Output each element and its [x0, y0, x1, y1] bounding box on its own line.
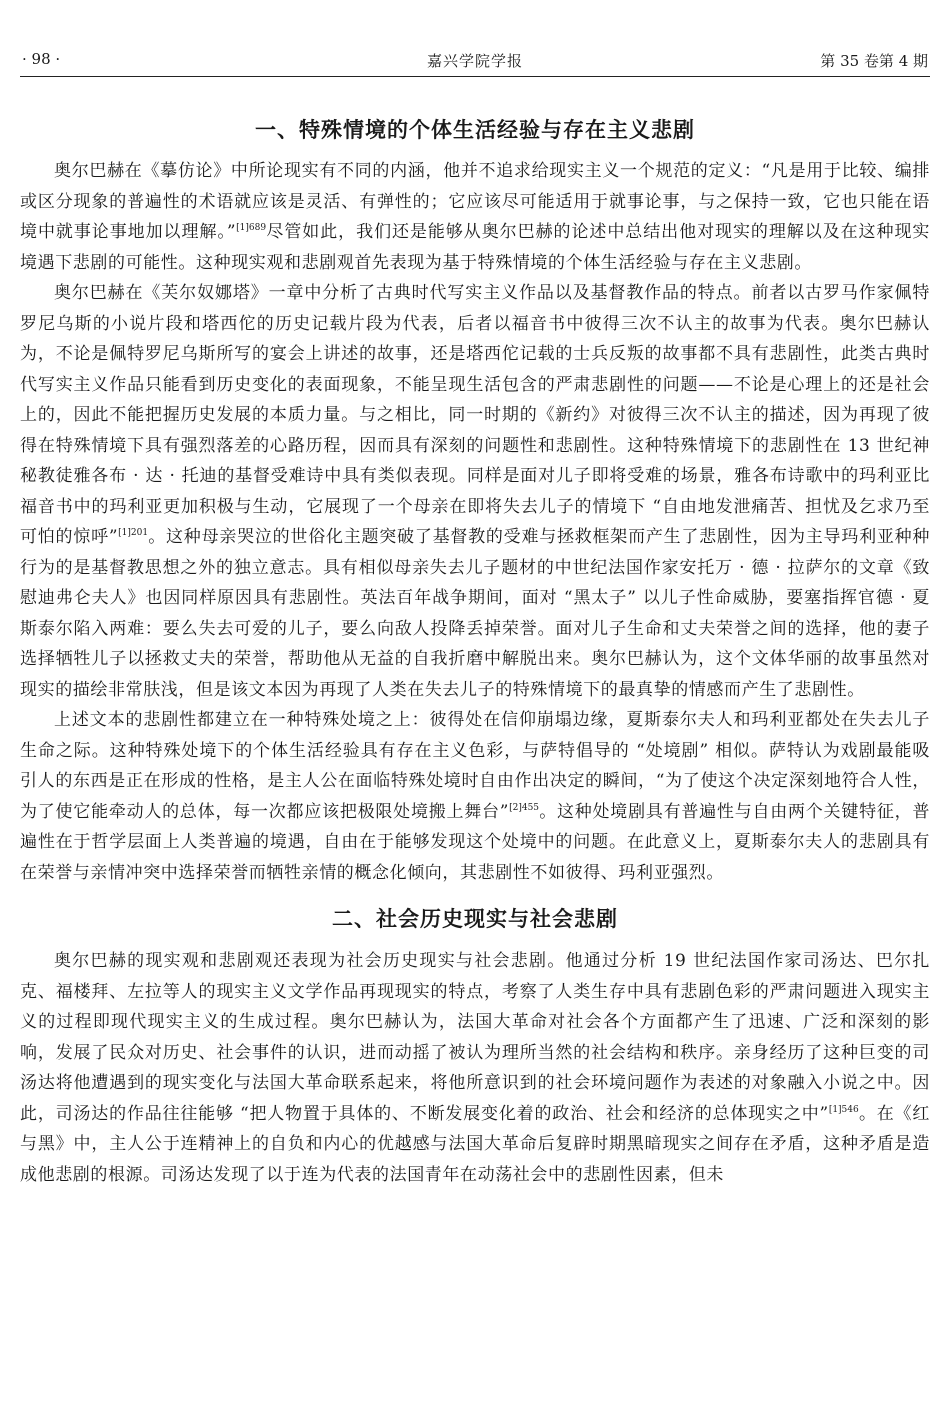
citation: [2]455: [509, 802, 540, 813]
volume-issue: 第 35 卷第 4 期: [820, 52, 928, 70]
citation: [1]546: [828, 1104, 859, 1115]
section-2: [20, 892, 930, 1190]
paragraph-text: 。这种处境剧具有普遍性与自由两个关键特征，普遍性在于哲学层面上人类普遍的境遇，自由在于能够发现这个处境中的问题。在此意义上，夏斯泰尔夫人的悲剧具有在荣誉与亲情冲突中选择荣誉而牺牲亲情的概念化倾向，其悲剧性不如彼得、玛利亚强烈。: [20, 801, 930, 883]
section-heading: 二、社会历史现实与社会悲剧: [332, 907, 618, 931]
paragraph-text: 奥尔巴赫的现实观和悲剧观还表现为社会历史现实与社会悲剧。他通过分析 19 世纪法国作家司汤达、巴尔扎克、福楼拜、左拉等人的现实主义文学作品再现现实的特点，考察了人类生存中具有悲剧色彩的严肃问题进入现实主义的过程即现代现实主义的生成过程。奥尔巴赫认为，法国大革命对社会各个方面都产生了迅速、广泛和深刻的影响，发展了民众对历史、社会事件的认识，进而动摇了被认为理所当然的社会结构和秩序。亲身经历了这种巨变的司汤达将他遭遇到的现实变化与法国大革命联系起来，将他所意识到的社会环境问题作为表述的对象融入小说之中。因此，司汤达的作品往往能够 “把人物置于具体的、不断发展变化着的政治、社会和经济的总体现实之中”: [20, 951, 930, 1124]
paragraph: [20, 705, 930, 888]
citation: [1]689: [236, 223, 267, 233]
running-header: [20, 46, 930, 77]
section-heading: 一、特殊情境的个体生活经验与存在主义悲剧: [255, 118, 695, 142]
citation: [1]201: [118, 528, 149, 538]
page-number: · 98 ·: [22, 50, 61, 68]
section-1: [20, 110, 930, 888]
paragraph-text: 奥尔巴赫在《摹仿论》中所论现实有不同的内涵，他并不追求给现实主义一个规范的定义：“凡是用于比较、编排或区分现象的普遍性的术语就应该是灵活、有弹性的；它应该尽可能适用于就事论事，与之保持一致，它也只能在语境中就事论事地加以理解。”: [20, 161, 930, 242]
paragraph-text: 尽管如此，我们还是能够从奥尔巴赫的论述中总结出他对现实的理解以及在这种现实境遇下悲剧的可能性。这种现实观和悲剧观首先表现为基于特殊情境的个体生活经验与存在主义悲剧。: [20, 222, 930, 273]
article-body: [20, 110, 930, 1190]
paragraph: [20, 278, 930, 705]
paragraph: [20, 156, 930, 278]
paragraph-text: 奥尔巴赫在《芙尔奴娜塔》一章中分析了古典时代写实主义作品以及基督教作品的特点。前者以古罗马作家佩特罗尼乌斯的小说片段和塔西佗的历史记载片段为代表，后者以福音书中彼得三次不认主的故事为代表。奥尔巴赫认为，不论是佩特罗尼乌斯所写的宴会上讲述的故事，还是塔西佗记载的士兵反叛的故事都不具有悲剧性，此类古典时代写实主义作品只能看到历史变化的表面现象，不能呈现生活包含的严肃悲剧性的问题——不论是心理上的还是社会上的，因此不能把握历史发展的本质力量。与之相比，同一时期的《新约》对彼得三次不认主的描述，因为再现了彼得在特殊情境下具有强烈落差的心路历程，因而具有深刻的问题性和悲剧性。这种特殊情境下的悲剧性在 13 世纪神秘教徒雅各布 · 达 · 托迪的基督受难诗中具有类似表现。同样是面对儿子即将受难的场景，雅各布诗歌中的玛利亚比福音书中的玛利亚更加积极与生动，它展现了一个母亲在即将失去儿子的情境下 “自由地发泄痛苦、担忧及乞求乃至可怕的惊呼”: [20, 283, 930, 547]
paragraph-text: 。这种母亲哭泣的世俗化主题突破了基督教的受难与拯救框架而产生了悲剧性，因为主导玛利亚种种行为的是基督教思想之外的独立意志。具有相似母亲失去儿子题材的中世纪法国作家安托万 · 德 · 拉萨尔的文章《致慰迪弗仑夫人》也因同样原因具有悲剧性。英法百年战争期间，面对 “黑太子” 以儿子性命威胁，要塞指挥官德 · 夏斯泰尔陷入两难：要么失去可爱的儿子，要么向敌人投降丢掉荣誉。面对儿子生命和丈夫荣誉之间的选择，他的妻子选择牺牲儿子以拯救丈夫的荣誉，帮助他从无益的自我折磨中解脱出来。奥尔巴赫认为，这个文体华丽的故事虽然对现实的描绘非常肤浅，但是该文本因为再现了人类在失去儿子的特殊情境下的最真挚的情感而产生了悲剧性。: [20, 527, 930, 700]
paragraph-text: 。在《红与黑》中，主人公于连精神上的自负和内心的优越感与法国大革命后复辟时期黑暗现实之间存在矛盾，这种矛盾是造成他悲剧的根源。司汤达发现了以于连为代表的法国青年在动荡社会中的悲剧性因素，但未: [20, 1103, 931, 1185]
paragraph-text: 上述文本的悲剧性都建立在一种特殊处境之上：彼得处在信仰崩塌边缘，夏斯泰尔夫人和玛利亚都处在失去儿子生命之际。这种特殊处境下的个体生活经验具有存在主义色彩，与萨特倡导的 “处境剧” 相似。萨特认为戏剧最能吸引人的东西是正在形成的性格，是主人公在面临特殊处境时自由作出决定的瞬间，“为了使这个决定深刻地符合人性，为了使它能牵动人的总体，每一次都应该把极限处境搬上舞台”: [20, 710, 930, 822]
journal-title: 嘉兴学院学报: [426, 52, 523, 70]
paragraph: [20, 946, 930, 1190]
